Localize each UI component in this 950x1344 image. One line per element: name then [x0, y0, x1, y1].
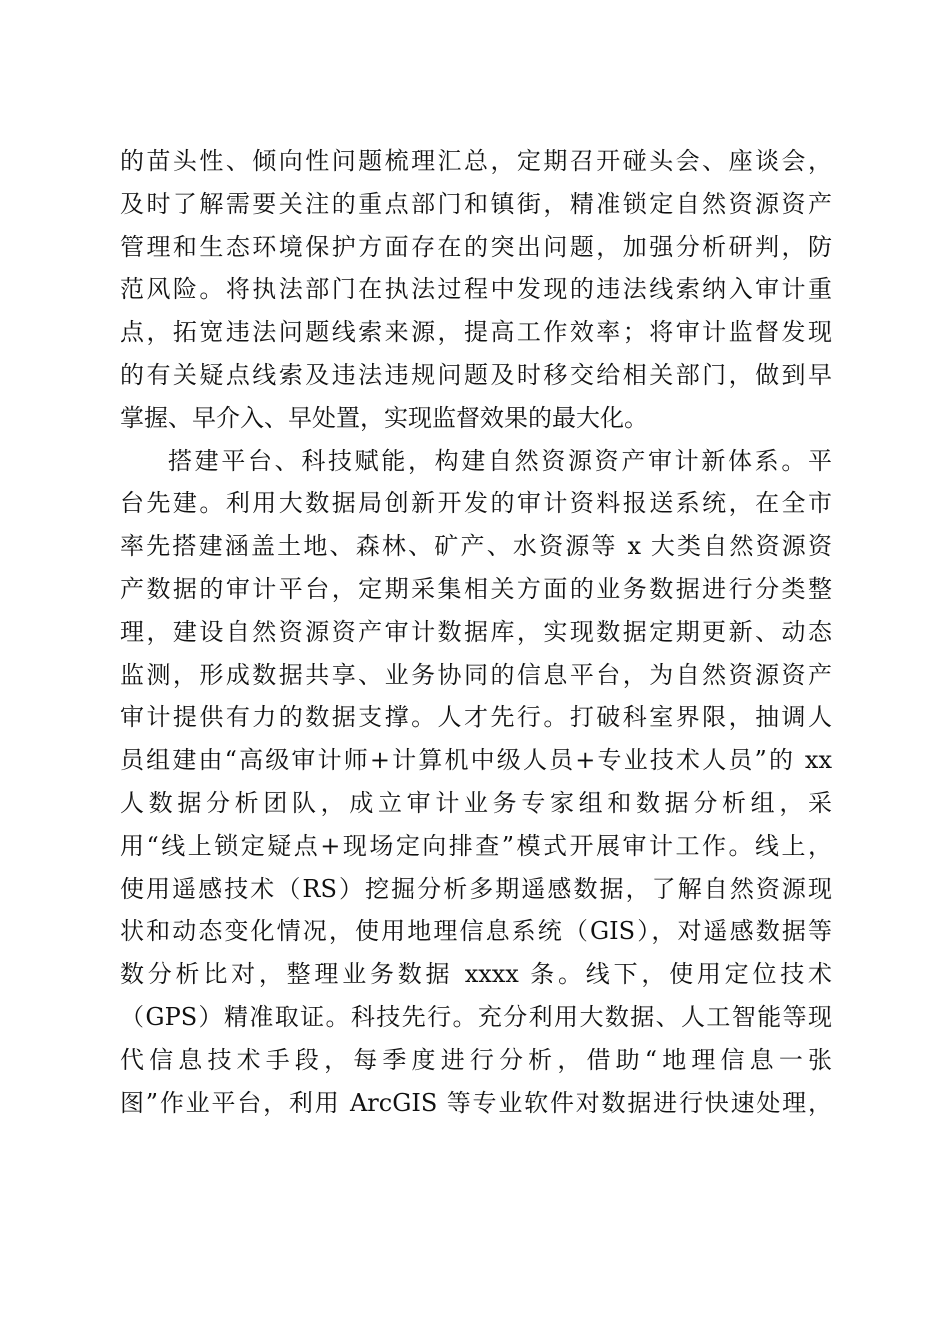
text-line: 率先搭建涵盖土地、森林、矿产、水资源等 x 大类自然资源资 — [120, 532, 832, 561]
text-line: 及时了解需要关注的重点部门和镇街，精准锁定自然资源资产 — [120, 189, 832, 218]
text-line: 的有关疑点线索及违法违规问题及时移交给相关部门，做到早 — [120, 360, 832, 389]
text-line: 状和动态变化情况，使用地理信息系统（GIS），对遥感数据等 — [120, 917, 832, 946]
text-line: 理，建设自然资源资产审计数据库，实现数据定期更新、动态 — [120, 617, 832, 646]
text-line: 监测，形成数据共享、业务协同的信息平台，为自然资源资产 — [120, 660, 832, 689]
text-line: （GPS）精准取证。科技先行。充分利用大数据、人工智能等现 — [120, 1002, 832, 1031]
text-line: 搭建平台、科技赋能，构建自然资源资产审计新体系。平 — [168, 446, 832, 475]
text-line: 审计提供有力的数据支撑。人才先行。打破科室界限，抽调人 — [120, 703, 832, 732]
text-line: 人数据分析团队，成立审计业务专家组和数据分析组，采 — [120, 788, 832, 817]
text-line: 员组建由“高级审计师+计算机中级人员+专业技术人员”的 xx — [120, 746, 832, 775]
text-line: 点，拓宽违法问题线索来源，提高工作效率；将审计监督发现 — [120, 318, 832, 347]
text-line: 掌握、早介入、早处置，实现监督效果的最大化。 — [120, 403, 648, 432]
document-body — [120, 140, 832, 1124]
text-line: 产数据的审计平台，定期采集相关方面的业务数据进行分类整 — [120, 574, 832, 603]
text-line: 范风险。将执法部门在执法过程中发现的违法线索纳入审计重 — [120, 275, 832, 304]
text-line: 用“线上锁定疑点+现场定向排查”模式开展审计工作。线上， — [120, 831, 832, 860]
text-line: 台先建。利用大数据局创新开发的审计资料报送系统，在全市 — [120, 489, 832, 518]
text-line: 数分析比对，整理业务数据 xxxx 条。线下，使用定位技术 — [120, 960, 832, 989]
paragraph-1 — [120, 140, 832, 440]
text-line: 管理和生态环境保护方面存在的突出问题，加强分析研判，防 — [120, 232, 832, 261]
text-line: 代信息技术手段，每季度进行分析，借助“地理信息一张 — [120, 1045, 832, 1074]
text-line: 图”作业平台，利用 ArcGIS 等专业软件对数据进行快速处理， — [120, 1088, 832, 1117]
text-line: 使用遥感技术（RS）挖掘分析多期遥感数据，了解自然资源现 — [120, 874, 832, 903]
text-line: 的苗头性、倾向性问题梳理汇总，定期召开碰头会、座谈会， — [120, 147, 832, 175]
paragraph-2 — [120, 440, 832, 1125]
